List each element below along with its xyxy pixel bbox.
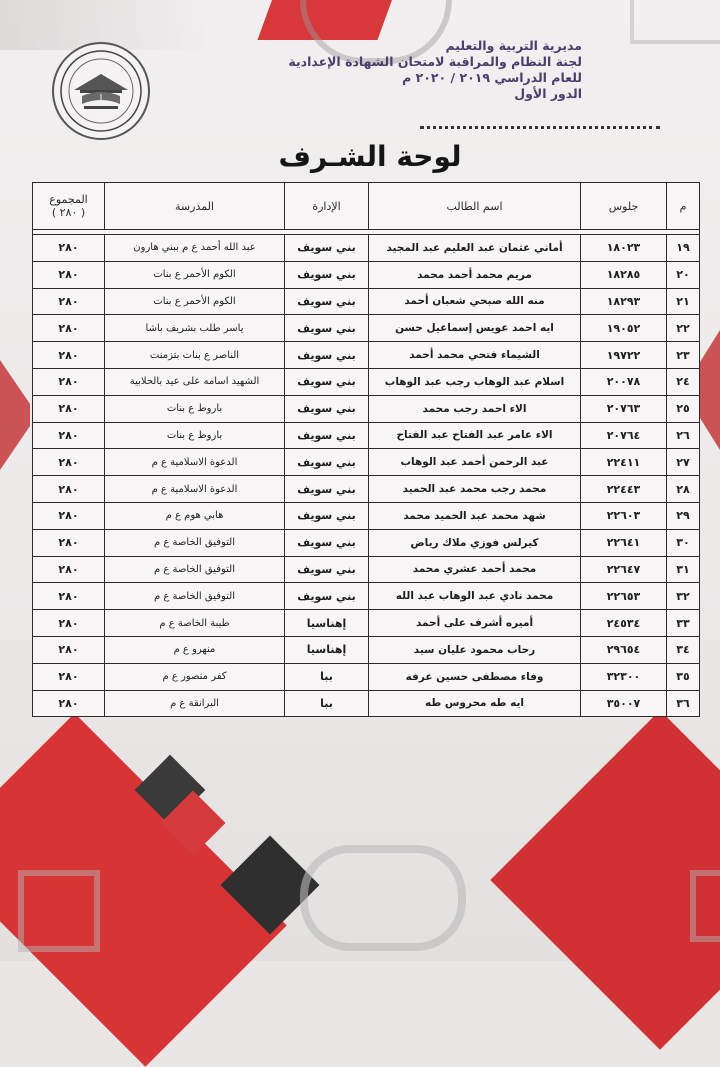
- administration: بني سويف: [285, 342, 369, 369]
- table-row: [33, 288, 700, 315]
- header-directorate: مديرية التربية والتعليم: [445, 38, 582, 53]
- decorative-ornament: [300, 845, 466, 951]
- total-score: ٢٨٠: [33, 288, 105, 315]
- table-row: [33, 502, 700, 529]
- student-name: اسلام عبد الوهاب رجب عبد الوهاب: [369, 368, 581, 395]
- seat-number: ١٨٢٨٥: [581, 261, 667, 288]
- row-number: ٢١: [667, 288, 700, 315]
- administration: بني سويف: [285, 583, 369, 610]
- row-number: ٣٤: [667, 636, 700, 663]
- row-number: ٢٥: [667, 395, 700, 422]
- school-name: البرانقة ع م: [105, 690, 285, 717]
- seat-number: ١٩٠٥٢: [581, 315, 667, 342]
- student-name: الاء عامر عبد الفتاح عبد الفتاح: [369, 422, 581, 449]
- student-name: عبد الرحمن أحمد عبد الوهاب: [369, 449, 581, 476]
- row-number: ٣٣: [667, 610, 700, 637]
- seat-number: ٢٢٦٤٧: [581, 556, 667, 583]
- administration: بني سويف: [285, 449, 369, 476]
- school-name: طيبة الخاصة ع م: [105, 610, 285, 637]
- header-num: م: [667, 183, 700, 230]
- honor-roll-table: [32, 182, 700, 717]
- ministry-logo: [52, 42, 150, 140]
- decorative-ornament: [630, 0, 720, 44]
- administration: إهناسيا: [285, 610, 369, 637]
- table-row: [33, 476, 700, 503]
- seat-number: ٢٠٠٧٨: [581, 368, 667, 395]
- header-round: الدور الأول: [514, 86, 582, 101]
- administration: بني سويف: [285, 288, 369, 315]
- total-score: ٢٨٠: [33, 449, 105, 476]
- school-name: الكوم الأحمر ع بنات: [105, 261, 285, 288]
- seat-number: ٢٠٧٦٤: [581, 422, 667, 449]
- administration: بني سويف: [285, 261, 369, 288]
- seat-number: ٢٢٦٤١: [581, 529, 667, 556]
- table-row: [33, 235, 700, 262]
- row-number: ٢٦: [667, 422, 700, 449]
- row-number: ٢٤: [667, 368, 700, 395]
- table-row: [33, 556, 700, 583]
- table-row: [33, 368, 700, 395]
- student-name: محمد نادي عبد الوهاب عبد الله: [369, 583, 581, 610]
- table-row: [33, 583, 700, 610]
- student-name: محمد أحمد عشري محمد: [369, 556, 581, 583]
- school-name: الدعوة الاسلامية ع م: [105, 449, 285, 476]
- administration: بني سويف: [285, 315, 369, 342]
- administration: بني سويف: [285, 422, 369, 449]
- seat-number: ٢٢٤٤٣: [581, 476, 667, 503]
- total-score: ٢٨٠: [33, 368, 105, 395]
- school-name: ياسر طلب بشريف باشا: [105, 315, 285, 342]
- seat-number: ٣٢٣٠٠: [581, 663, 667, 690]
- row-number: ٢٩: [667, 502, 700, 529]
- row-number: ٣٦: [667, 690, 700, 717]
- administration: بني سويف: [285, 235, 369, 262]
- seat-number: ١٩٧٢٢: [581, 342, 667, 369]
- total-score: ٢٨٠: [33, 395, 105, 422]
- student-name: وفاء مصطفى حسين عرفه: [369, 663, 581, 690]
- administration: إهناسيا: [285, 636, 369, 663]
- row-number: ٢٣: [667, 342, 700, 369]
- administration: بني سويف: [285, 368, 369, 395]
- total-score: ٢٨٠: [33, 663, 105, 690]
- school-name: باروط ع بنات: [105, 422, 285, 449]
- administration: ببا: [285, 663, 369, 690]
- total-score: ٢٨٠: [33, 583, 105, 610]
- table-row: [33, 395, 700, 422]
- seat-number: ٢٠٧٦٣: [581, 395, 667, 422]
- school-name: الدعوة الاسلامية ع م: [105, 476, 285, 503]
- logo-emblem-icon: [54, 44, 148, 138]
- header-academic-year: للعام الدراسي ٢٠١٩ / ٢٠٢٠ م: [402, 70, 582, 85]
- row-number: ١٩: [667, 235, 700, 262]
- administration: بني سويف: [285, 395, 369, 422]
- table-row: [33, 422, 700, 449]
- seat-number: ٢٢٦٠٣: [581, 502, 667, 529]
- school-name: التوفيق الخاصة ع م: [105, 529, 285, 556]
- administration: بني سويف: [285, 556, 369, 583]
- administration: بني سويف: [285, 529, 369, 556]
- row-number: ٣٢: [667, 583, 700, 610]
- student-name: أماني عثمان عبد العليم عبد المجيد: [369, 235, 581, 262]
- administration: بني سويف: [285, 476, 369, 503]
- table-row: [33, 261, 700, 288]
- table-row: [33, 315, 700, 342]
- school-name: كفر منصور ع م: [105, 663, 285, 690]
- header-student-name: اسم الطالب: [369, 183, 581, 230]
- table-row: [33, 449, 700, 476]
- student-name: شهد محمد عبد الحميد محمد: [369, 502, 581, 529]
- header-total: [33, 183, 105, 230]
- seat-number: ٢٢٦٥٣: [581, 583, 667, 610]
- header-administration: الإدارة: [285, 183, 369, 230]
- table-row: [33, 663, 700, 690]
- document-header: [288, 38, 582, 102]
- school-name: الناصر ع بنات بتزمنت: [105, 342, 285, 369]
- total-score: ٢٨٠: [33, 342, 105, 369]
- header-seat: جلوس: [581, 183, 667, 230]
- decorative-ornament: [18, 870, 100, 952]
- table-row: [33, 529, 700, 556]
- school-name: عبد الله أحمد ع م ببني هارون: [105, 235, 285, 262]
- table-row: [33, 610, 700, 637]
- total-score: ٢٨٠: [33, 690, 105, 717]
- total-score: ٢٨٠: [33, 476, 105, 503]
- total-score: ٢٨٠: [33, 556, 105, 583]
- school-name: هابي هوم ع م: [105, 502, 285, 529]
- row-number: ٢٨: [667, 476, 700, 503]
- page-title: لوحة الشـرف: [278, 140, 462, 173]
- student-name: أميره أشرف على أحمد: [369, 610, 581, 637]
- student-name: ايه طه محروس طه: [369, 690, 581, 717]
- table-row: [33, 636, 700, 663]
- header-committee: لجنة النظام والمراقبة لامتحان الشهادة الإعدادية: [288, 54, 582, 69]
- seat-number: ٢٤٥٣٤: [581, 610, 667, 637]
- row-number: ٣١: [667, 556, 700, 583]
- row-number: ٣٥: [667, 663, 700, 690]
- school-name: التوفيق الخاصة ع م: [105, 556, 285, 583]
- total-score: ٢٨٠: [33, 261, 105, 288]
- row-number: ٢٢: [667, 315, 700, 342]
- total-score: ٢٨٠: [33, 529, 105, 556]
- total-score: ٢٨٠: [33, 315, 105, 342]
- table-row: [33, 690, 700, 717]
- school-name: الشهيد اسامه على عيد بالحلابية: [105, 368, 285, 395]
- administration: ببا: [285, 690, 369, 717]
- table-row: [33, 342, 700, 369]
- header-total-max: ( ٢٨٠ ): [51, 206, 86, 219]
- total-score: ٢٨٠: [33, 610, 105, 637]
- school-name: التوفيق الخاصة ع م: [105, 583, 285, 610]
- decorative-ornament: [690, 870, 720, 942]
- total-score: ٢٨٠: [33, 636, 105, 663]
- student-name: الشيماء فتحي محمد أحمد: [369, 342, 581, 369]
- table-body: [33, 230, 700, 717]
- seat-number: ١٨٢٩٣: [581, 288, 667, 315]
- student-name: منه الله صبحي شعبان أحمد: [369, 288, 581, 315]
- dotted-divider: [420, 126, 660, 131]
- total-score: ٢٨٠: [33, 235, 105, 262]
- total-score: ٢٨٠: [33, 422, 105, 449]
- student-name: ايه احمد عويس إسماعيل حسن: [369, 315, 581, 342]
- student-name: الاء احمد رجب محمد: [369, 395, 581, 422]
- row-number: ٢٠: [667, 261, 700, 288]
- administration: بني سويف: [285, 502, 369, 529]
- honor-roll-table-wrapper: [32, 182, 699, 717]
- total-score: ٢٨٠: [33, 502, 105, 529]
- row-number: ٢٧: [667, 449, 700, 476]
- seat-number: ٢٢٤١١: [581, 449, 667, 476]
- student-name: محمد رجب محمد عبد الحميد: [369, 476, 581, 503]
- header-school: المدرسة: [105, 183, 285, 230]
- school-name: منهرو ع م: [105, 636, 285, 663]
- seat-number: ٢٩٦٥٤: [581, 636, 667, 663]
- student-name: رحاب محمود عليان سيد: [369, 636, 581, 663]
- student-name: مريم محمد أحمد محمد: [369, 261, 581, 288]
- seat-number: ٣٥٠٠٧: [581, 690, 667, 717]
- seat-number: ١٨٠٢٣: [581, 235, 667, 262]
- student-name: كيرلس فوزي ملاك رياض: [369, 529, 581, 556]
- table-header-row: [33, 183, 700, 230]
- row-number: ٣٠: [667, 529, 700, 556]
- school-name: باروط ع بنات: [105, 395, 285, 422]
- header-total-label: المجموع: [49, 193, 88, 206]
- school-name: الكوم الأحمر ع بنات: [105, 288, 285, 315]
